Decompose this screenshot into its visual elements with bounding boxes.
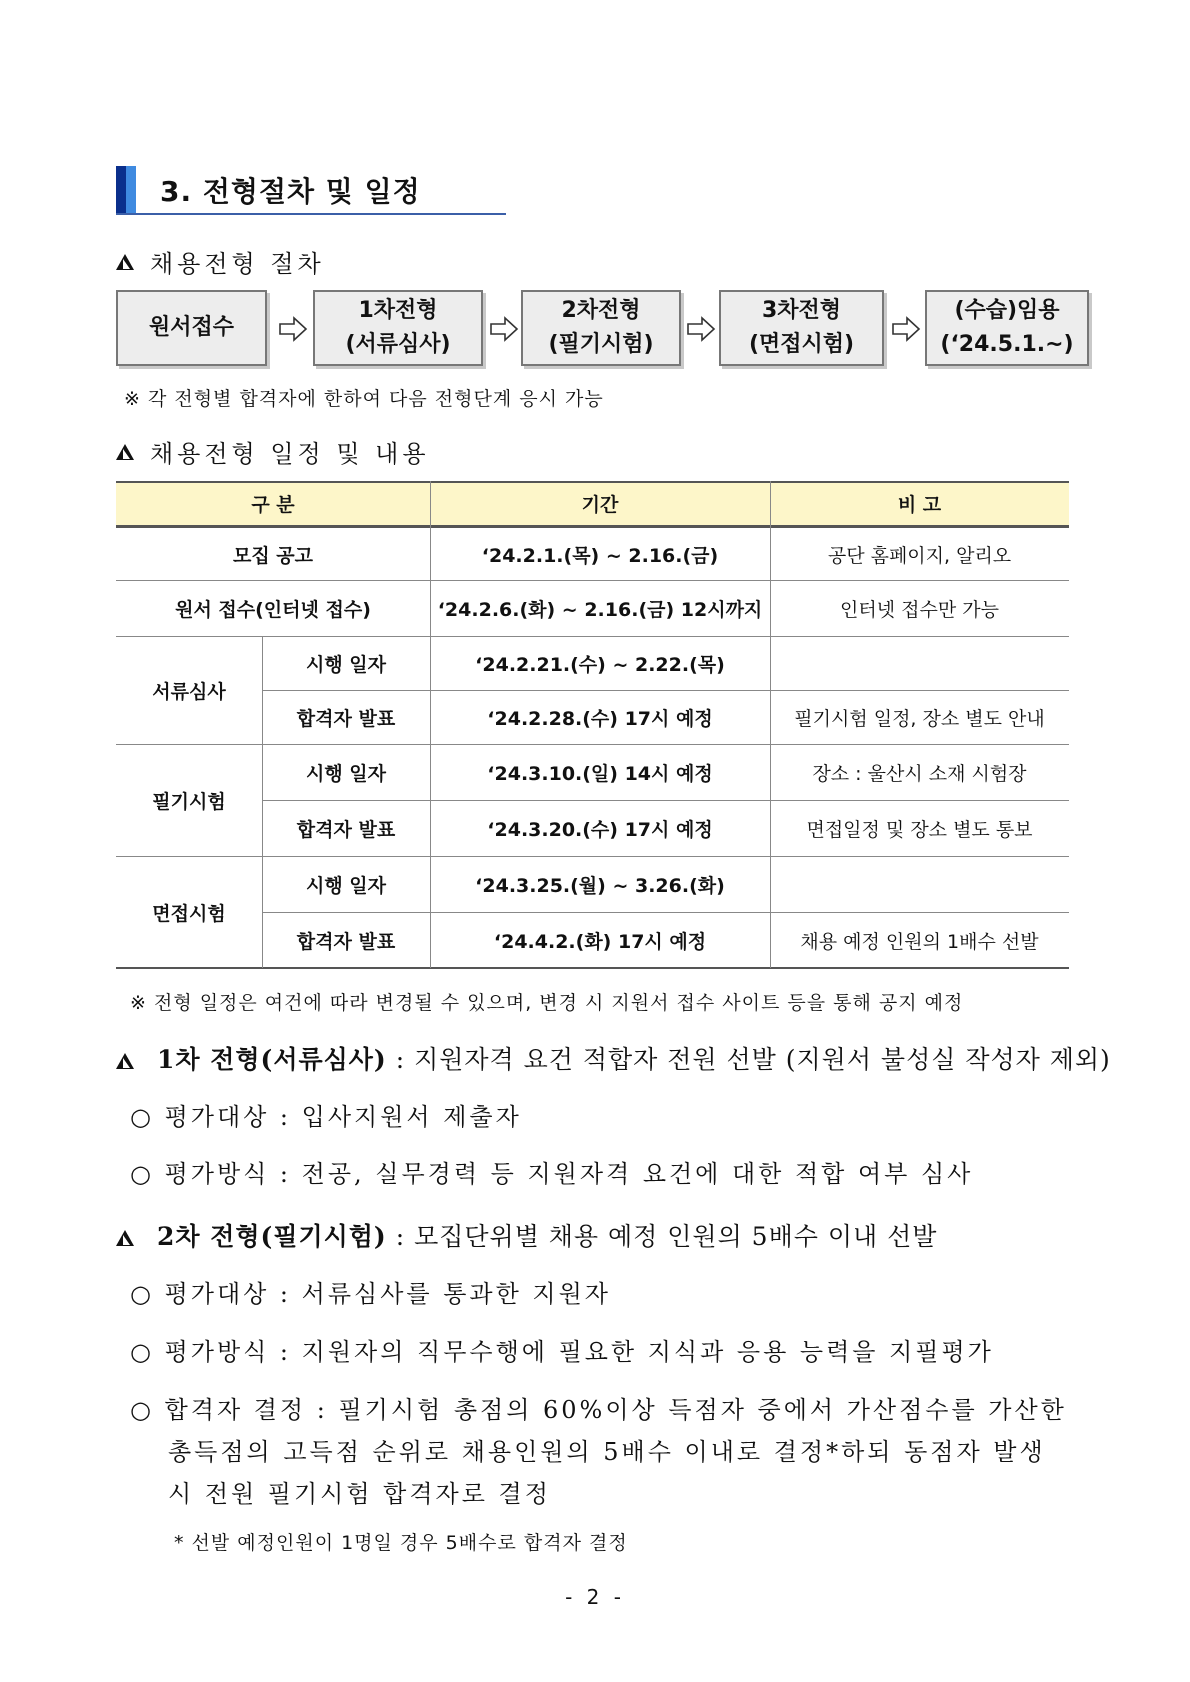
flow-step-2	[313, 290, 483, 366]
stage1-bullet: ○ 평가대상 : 입사지원서 제출자	[130, 1103, 522, 1131]
table-rule	[262, 690, 1069, 691]
title-underline	[116, 213, 506, 215]
group-sub: 합격자 발표	[296, 707, 396, 730]
group-remarks: 장소 : 울산시 소재 시험장	[812, 762, 1027, 785]
table-col-rule	[770, 481, 771, 968]
stage2-title: 2차 전형(필기시험)	[156, 1222, 387, 1251]
group-period: ‘24.3.20.(수) 17시 예정	[487, 818, 713, 841]
group-sub: 시행 일자	[305, 653, 387, 676]
flow-step-3	[521, 290, 681, 366]
row-remarks: 인터넷 접수만 가능	[840, 598, 999, 621]
group-name: 면접시험	[152, 902, 226, 925]
stage1-bullet: ○ 평가방식 : 전공, 실무경력 등 지원자격 요건에 대한 적합 여부 심사	[130, 1160, 974, 1188]
flow-step-label: 1차전형	[358, 298, 438, 323]
procedure-heading-text: 채용전형 절차	[150, 250, 325, 278]
group-sub: 합격자 발표	[296, 818, 396, 841]
section-title-text: 3. 전형절차 및 일정	[160, 175, 421, 208]
flow-step-sublabel: (필기시험)	[548, 332, 654, 357]
flow-step-sublabel: (‘24.5.1.~)	[940, 332, 1074, 357]
title-accent-dark	[116, 166, 126, 214]
table-header-rule	[116, 525, 1069, 528]
flow-step-label: (수습)임용	[954, 298, 1060, 323]
triangle-bullet-icon	[116, 1053, 134, 1069]
flow-step-sublabel: (서류심사)	[345, 332, 451, 357]
table-rule	[116, 580, 1069, 581]
group-period: ‘24.2.21.(수) ~ 2.22.(목)	[475, 653, 725, 676]
table-rule	[262, 912, 1069, 913]
stage2-decision-line: 총득점의 고득점 순위로 채용인원의 5배수 이내로 결정*하되 동점자 발생	[168, 1438, 1046, 1466]
header-period: 기간	[581, 494, 619, 516]
stage1-desc: : 지원자격 요건 적합자 전원 선발 (지원서 불성실 작성자 제외)	[395, 1045, 1111, 1074]
procedure-note: ※ 각 전형별 합격자에 한하여 다음 전형단계 응시 가능	[124, 388, 604, 410]
row-period: ‘24.2.1.(목) ~ 2.16.(금)	[481, 544, 719, 567]
table-rule	[262, 800, 1069, 801]
stage1-title: 1차 전형(서류심사)	[156, 1045, 387, 1074]
table-rule	[116, 636, 1069, 637]
table-col-rule	[262, 636, 263, 968]
page-number: - 2 -	[565, 1585, 625, 1609]
header-remarks: 비 고	[897, 494, 942, 516]
schedule-table	[116, 481, 1069, 968]
stage1-heading	[116, 1040, 1111, 1076]
group-remarks: 필기시험 일정, 장소 별도 안내	[794, 707, 1045, 730]
group-name: 필기시험	[152, 790, 226, 813]
right-arrow-icon	[489, 314, 519, 344]
flow-step-5	[925, 290, 1089, 366]
procedure-flow	[116, 290, 1091, 368]
group-period: ‘24.4.2.(화) 17시 예정	[493, 930, 707, 953]
stage2-decision-line: 시 전원 필기시험 합격자로 결정	[168, 1480, 551, 1508]
group-remarks	[770, 856, 1069, 912]
flow-step-4	[719, 290, 884, 366]
group-remarks: 채용 예정 인원의 1배수 선발	[800, 930, 1039, 953]
right-arrow-icon	[891, 314, 921, 344]
row-remarks: 공단 홈페이지, 알리오	[827, 544, 1012, 567]
flow-step-label: 원서접수	[148, 315, 234, 340]
stage2-decision-line: ○ 합격자 결정 : 필기시험 총점의 60%이상 득점자 중에서 가산점수를 가산한	[130, 1396, 1067, 1424]
group-sub: 시행 일자	[305, 874, 387, 897]
group-period: ‘24.3.25.(월) ~ 3.26.(화)	[475, 874, 725, 897]
table-rule	[116, 856, 1069, 857]
section-title	[116, 166, 506, 214]
group-period: ‘24.2.28.(수) 17시 예정	[487, 707, 713, 730]
title-accent-light	[126, 166, 136, 214]
schedule-heading	[116, 434, 430, 469]
group-period: ‘24.3.10.(일) 14시 예정	[487, 762, 713, 785]
right-arrow-icon	[278, 314, 308, 344]
group-sub: 시행 일자	[305, 762, 387, 785]
flow-step-1	[116, 290, 267, 366]
header-category: 구 분	[251, 494, 295, 516]
group-name: 서류심사	[152, 680, 226, 703]
table-bottom-rule	[116, 967, 1069, 969]
stage2-heading	[116, 1217, 937, 1253]
table-rule	[116, 744, 1069, 745]
stage2-bullet: ○ 평가방식 : 지원자의 직무수행에 필요한 지식과 응용 능력을 지필평가	[130, 1338, 994, 1366]
group-remarks: 면접일정 및 장소 별도 통보	[806, 818, 1033, 841]
group-remarks	[770, 636, 1069, 690]
flow-step-label: 2차전형	[561, 298, 641, 323]
table-col-rule	[430, 481, 431, 968]
stage2-bullet: ○ 평가대상 : 서류심사를 통과한 지원자	[130, 1280, 611, 1308]
row-category: 원서 접수(인터넷 접수)	[175, 598, 371, 621]
flow-step-sublabel: (면접시험)	[748, 332, 855, 357]
group-sub: 합격자 발표	[296, 930, 396, 953]
triangle-bullet-icon	[116, 254, 134, 270]
flow-step-label: 3차전형	[761, 298, 842, 323]
triangle-bullet-icon	[116, 1230, 134, 1246]
row-category: 모집 공고	[232, 544, 314, 567]
triangle-bullet-icon	[116, 444, 134, 460]
schedule-heading-text: 채용전형 일정 및 내용	[150, 440, 430, 468]
stage2-footnote: * 선발 예정인원이 1명일 경우 5배수로 합격자 결정	[174, 1532, 628, 1554]
table-top-rule	[116, 481, 1069, 483]
row-period: ‘24.2.6.(화) ~ 2.16.(금) 12시까지	[437, 598, 763, 621]
procedure-heading	[116, 244, 325, 279]
right-arrow-icon	[686, 314, 716, 344]
stage2-desc: : 모집단위별 채용 예정 인원의 5배수 이내 선발	[395, 1222, 938, 1251]
schedule-note: ※ 전형 일정은 여건에 따라 변경될 수 있으며, 변경 시 지원서 접수 사이트 등을 통해 공지 예정	[130, 992, 964, 1014]
